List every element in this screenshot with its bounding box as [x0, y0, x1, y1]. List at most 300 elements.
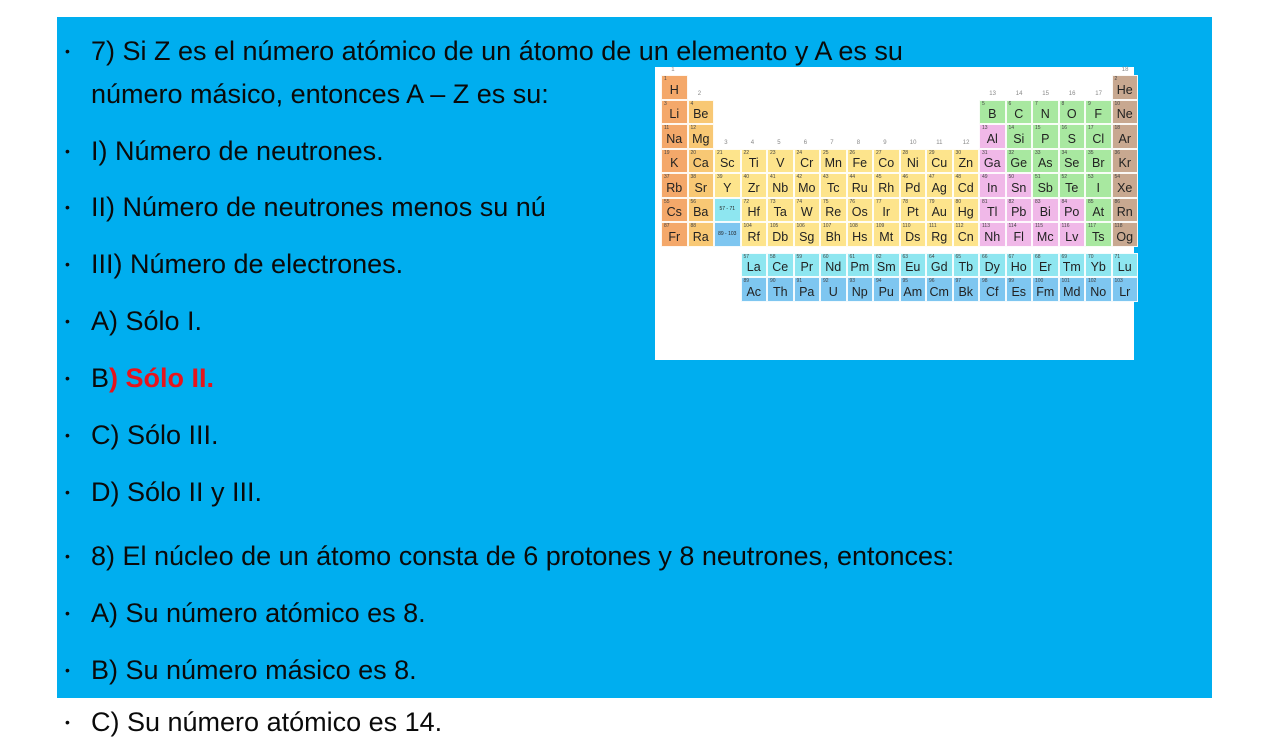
- element-symbol: Ne: [1116, 107, 1133, 121]
- element-cell: [741, 173, 768, 198]
- element-symbol: Tl: [987, 205, 998, 219]
- element-symbol: Co: [878, 156, 895, 170]
- element-symbol: U: [828, 284, 838, 299]
- element-cell: [1006, 277, 1033, 302]
- element-cell: [953, 198, 980, 223]
- atomic-number: 62: [876, 253, 882, 260]
- element-symbol: Rf: [747, 229, 760, 244]
- element-cell: [873, 253, 900, 278]
- atomic-number: 109: [876, 223, 885, 229]
- element-cell: [820, 149, 847, 174]
- element-cell: [1032, 149, 1059, 174]
- element-cell: [661, 149, 688, 174]
- element-cell: [1112, 75, 1139, 100]
- element-symbol: N: [1040, 107, 1050, 121]
- bullet-dot: •: [65, 313, 70, 329]
- element-symbol: Ir: [882, 205, 891, 219]
- element-cell: [820, 253, 847, 278]
- bullet-dot: •: [65, 256, 70, 272]
- element-symbol: Mg: [692, 131, 710, 146]
- atomic-number: 78: [902, 198, 909, 205]
- atomic-number: 5: [982, 100, 985, 107]
- element-cell: [820, 222, 847, 247]
- element-cell: [741, 198, 768, 223]
- atomic-number: 10: [1114, 100, 1121, 107]
- element-symbol: Ts: [1092, 229, 1105, 244]
- element-cell: [1112, 149, 1139, 174]
- element-symbol: Eu: [905, 260, 921, 274]
- element-symbol: Bh: [825, 229, 841, 244]
- atomic-number: 77: [876, 198, 882, 205]
- element-symbol: In: [987, 180, 998, 195]
- element-cell: [979, 124, 1006, 149]
- atomic-number: 11: [664, 125, 670, 131]
- correct-answer-highlight: ) Sólo II.: [109, 363, 215, 393]
- element-symbol: Cf: [986, 284, 999, 299]
- element-symbol: Rh: [878, 180, 895, 195]
- element-symbol: Al: [986, 131, 998, 146]
- element-symbol: Re: [825, 205, 842, 219]
- element-cell: [1112, 198, 1139, 223]
- bullet-dot: •: [65, 199, 70, 215]
- element-cell: [926, 198, 953, 223]
- atomic-number: 24: [796, 149, 803, 156]
- element-cell: [900, 222, 927, 247]
- element-cell: [953, 173, 980, 198]
- atomic-number: 93: [849, 278, 856, 284]
- atomic-number: 74: [796, 198, 803, 205]
- atomic-number: 88: [690, 223, 697, 229]
- element-cell: [1085, 173, 1112, 198]
- element-symbol: Ba: [693, 205, 709, 219]
- element-cell: [979, 149, 1006, 174]
- element-cell: [1059, 173, 1086, 198]
- group-label: 6: [803, 139, 808, 146]
- atomic-number: 20: [690, 149, 697, 156]
- element-cell: [1006, 149, 1033, 174]
- atomic-number: 16: [1061, 125, 1068, 131]
- atomic-number: 104: [743, 223, 752, 229]
- atomic-number: 45: [876, 174, 882, 180]
- element-cell: [926, 149, 953, 174]
- element-symbol: Nb: [772, 180, 789, 195]
- atomic-number: 42: [796, 174, 803, 180]
- element-symbol: Og: [1116, 229, 1134, 244]
- bullet-text: II) Número de neutrones menos su nú: [91, 192, 546, 222]
- element-symbol: S: [1067, 131, 1076, 146]
- element-cell: [820, 277, 847, 302]
- element-symbol: Cn: [957, 229, 974, 244]
- atomic-number: 2: [1114, 76, 1118, 82]
- atomic-number: 53: [1088, 174, 1094, 180]
- element-symbol: H: [669, 82, 679, 97]
- element-cell: [1059, 253, 1086, 278]
- element-cell: [1059, 198, 1086, 223]
- element-cell: [1085, 124, 1112, 149]
- atomic-number: 73: [770, 198, 776, 205]
- element-cell: [1085, 100, 1112, 125]
- atomic-number: 57: [743, 253, 750, 260]
- element-symbol: Hs: [852, 229, 868, 244]
- element-symbol: I: [1096, 180, 1100, 195]
- atomic-number: 96: [929, 278, 935, 284]
- group-label: 8: [856, 139, 861, 146]
- atomic-number: 118: [1114, 223, 1123, 229]
- element-symbol: Pm: [850, 260, 870, 274]
- atomic-number: 54: [1114, 174, 1121, 180]
- atomic-number: 21: [717, 149, 723, 156]
- group-label: 16: [1068, 90, 1076, 97]
- element-symbol: Fe: [852, 156, 868, 170]
- element-symbol: Hg: [957, 205, 974, 219]
- bullet-dot: •: [65, 605, 70, 621]
- atomic-number: 9: [1088, 100, 1091, 107]
- atomic-number: 111: [929, 223, 937, 229]
- element-cell: [1032, 124, 1059, 149]
- element-cell: [1032, 253, 1059, 278]
- bullet-text: C) Sólo III.: [91, 420, 219, 450]
- element-cell: [1059, 100, 1086, 125]
- element-symbol: Np: [851, 284, 868, 299]
- element-symbol: Mo: [798, 180, 816, 195]
- element-cell: [900, 253, 927, 278]
- bullet-text: 7) Si Z es el número atómico de un átomo de un elemento y A es su: [91, 36, 903, 66]
- element-cell: [1085, 149, 1112, 174]
- element-cell: [847, 198, 874, 223]
- element-symbol: Pa: [799, 284, 815, 299]
- bullet-dot: •: [65, 662, 70, 678]
- element-symbol: Kr: [1118, 156, 1131, 170]
- atomic-number: 101: [1061, 278, 1070, 284]
- atomic-number: 12: [690, 125, 697, 131]
- element-symbol: Tb: [958, 260, 974, 274]
- atomic-number: 86: [1114, 198, 1121, 205]
- atomic-number: 108: [849, 223, 858, 229]
- element-symbol: Db: [772, 229, 789, 244]
- bullet-text: A) Su número atómico es 8.: [91, 598, 426, 628]
- element-symbol: O: [1066, 107, 1077, 121]
- element-cell: [661, 124, 688, 149]
- element-cell: [1112, 124, 1139, 149]
- group-label: 9: [883, 139, 887, 146]
- atomic-number: 92: [823, 278, 829, 284]
- element-symbol: Cr: [800, 156, 814, 170]
- element-cell: [953, 222, 980, 247]
- atomic-number: 61: [849, 253, 856, 260]
- element-symbol: Lr: [1119, 284, 1131, 299]
- bullet-text: B) Su número másico es 8.: [91, 655, 417, 685]
- element-cell: [1032, 173, 1059, 198]
- atomic-number: 64: [929, 253, 935, 260]
- atomic-number: 7: [1035, 100, 1038, 107]
- element-cell: [1006, 124, 1033, 149]
- element-symbol: Es: [1011, 284, 1027, 299]
- atomic-number: 52: [1061, 174, 1068, 180]
- element-symbol: Er: [1039, 260, 1052, 274]
- element-cell: [714, 173, 741, 198]
- element-cell: [979, 222, 1006, 247]
- element-symbol: Ca: [692, 156, 709, 170]
- element-cell: [953, 253, 980, 278]
- atomic-number: 8: [1061, 100, 1065, 107]
- element-symbol: Gd: [930, 260, 948, 274]
- element-cell: [1006, 100, 1033, 125]
- element-cell: [794, 173, 821, 198]
- bullet-text: D) Sólo II y III.: [91, 477, 263, 507]
- element-cell: [1112, 277, 1139, 302]
- atomic-number: 76: [849, 198, 856, 205]
- element-cell: [900, 198, 927, 223]
- atomic-number: 63: [902, 253, 909, 260]
- atomic-number: 80: [955, 198, 962, 205]
- atomic-number: 107: [823, 223, 832, 229]
- element-symbol: Ra: [692, 229, 709, 244]
- atomic-number: 91: [796, 278, 803, 284]
- element-symbol: Pd: [905, 180, 921, 195]
- atomic-number: 116: [1061, 223, 1070, 229]
- atomic-number: 75: [823, 198, 829, 205]
- bullet-text: III) Número de electrones.: [91, 249, 404, 279]
- element-symbol: Cs: [666, 205, 682, 219]
- element-symbol: K: [670, 156, 679, 170]
- atomic-number: 94: [876, 278, 882, 284]
- atomic-number: 22: [743, 149, 750, 156]
- element-symbol: Bk: [958, 284, 974, 299]
- element-cell: [661, 198, 688, 223]
- element-symbol: Pb: [1011, 205, 1027, 219]
- element-cell: [741, 277, 768, 302]
- element-cell: [926, 277, 953, 302]
- element-cell: [714, 222, 741, 247]
- bullet-dot: •: [65, 427, 70, 443]
- element-cell: [767, 222, 794, 247]
- atomic-number: 56: [690, 198, 697, 205]
- atomic-number: 82: [1008, 198, 1015, 205]
- element-cell: [767, 253, 794, 278]
- periodic-table-image: [655, 67, 1134, 360]
- atomic-number: 69: [1061, 253, 1068, 260]
- element-cell: [926, 222, 953, 247]
- atomic-number: 33: [1035, 149, 1041, 156]
- element-cell: [661, 222, 688, 247]
- atomic-number: 31: [982, 149, 988, 156]
- atomic-number: 43: [823, 174, 829, 180]
- element-symbol: Zn: [958, 156, 974, 170]
- atomic-number: 70: [1088, 253, 1094, 260]
- atomic-number: 26: [849, 149, 856, 156]
- atomic-number: 13: [982, 125, 988, 131]
- element-cell: [1085, 222, 1112, 247]
- atomic-number: 55: [664, 198, 670, 205]
- atomic-number: 15: [1035, 125, 1041, 131]
- atomic-number: 40: [743, 174, 750, 180]
- element-symbol: B: [988, 107, 997, 121]
- element-cell: [1032, 277, 1059, 302]
- element-symbol: Li: [669, 107, 680, 121]
- element-symbol: Pr: [800, 260, 813, 274]
- element-symbol: Dy: [984, 260, 1000, 274]
- atomic-number: 44: [849, 174, 856, 180]
- atomic-number: 59: [796, 253, 803, 260]
- bullet-dot: •: [65, 484, 70, 500]
- atomic-number: 17: [1088, 125, 1094, 131]
- element-symbol: Lv: [1065, 229, 1079, 244]
- element-symbol: Na: [666, 131, 683, 146]
- element-symbol: Ru: [851, 180, 868, 195]
- element-symbol: Sr: [694, 180, 707, 195]
- atomic-number: 95: [902, 278, 909, 284]
- element-symbol: No: [1090, 284, 1107, 299]
- atomic-number: 99: [1008, 278, 1015, 284]
- element-symbol: Mc: [1036, 229, 1054, 244]
- atomic-number: 34: [1061, 149, 1068, 156]
- atomic-number: 50: [1008, 174, 1015, 180]
- element-symbol: Tc: [827, 180, 840, 195]
- atomic-number: 32: [1008, 149, 1015, 156]
- atomic-number: 97: [955, 278, 962, 284]
- atomic-number: 6: [1008, 100, 1012, 107]
- element-symbol: Th: [772, 284, 788, 299]
- element-symbol: Se: [1064, 156, 1080, 170]
- atomic-number: 102: [1088, 278, 1097, 284]
- element-symbol: Os: [851, 205, 868, 219]
- element-cell: [1006, 222, 1033, 247]
- atomic-number: 83: [1035, 198, 1041, 205]
- atomic-number: 85: [1088, 198, 1094, 205]
- atomic-number: 79: [929, 198, 935, 205]
- atomic-number: 68: [1035, 253, 1041, 260]
- atomic-number: 36: [1114, 149, 1121, 156]
- element-cell: [1032, 198, 1059, 223]
- atomic-number: 84: [1061, 198, 1068, 205]
- element-symbol: Ti: [748, 156, 759, 170]
- element-cell: [900, 277, 927, 302]
- element-cell: [1112, 100, 1139, 125]
- element-symbol: Sm: [876, 260, 896, 274]
- element-symbol: La: [746, 260, 761, 274]
- atomic-number: 49: [982, 174, 988, 180]
- element-cell: [741, 222, 768, 247]
- bullet-dot: •: [65, 143, 70, 159]
- element-cell: [1006, 173, 1033, 198]
- element-cell: [1085, 277, 1112, 302]
- bullet-dot: •: [65, 548, 70, 564]
- atomic-number: 98: [982, 278, 988, 284]
- element-symbol: Au: [931, 205, 947, 219]
- atomic-number: 39: [717, 174, 723, 180]
- element-symbol: Sn: [1011, 180, 1027, 195]
- element-symbol: Fl: [1013, 229, 1024, 244]
- element-symbol: Fr: [668, 229, 681, 244]
- atomic-number: 100: [1035, 278, 1044, 284]
- atomic-number: 23: [770, 149, 776, 156]
- element-cell: [926, 173, 953, 198]
- element-cell: [873, 149, 900, 174]
- element-symbol: Lu: [1117, 260, 1132, 274]
- group-label: 18: [1121, 67, 1129, 73]
- group-label: 1: [671, 67, 675, 73]
- group-label: 17: [1095, 90, 1102, 97]
- element-cell: [688, 124, 715, 149]
- atomic-number: 117: [1088, 223, 1096, 229]
- bullet-text: A) Sólo I.: [91, 306, 203, 336]
- element-cell: [794, 253, 821, 278]
- bullet-text: 8) El núcleo de un átomo consta de 6 protones y 8 neutrones, entonces:: [91, 541, 955, 571]
- atomic-number: 18: [1114, 125, 1121, 131]
- atomic-number: 30: [955, 149, 962, 156]
- atomic-number: 115: [1035, 223, 1043, 229]
- element-symbol: Si: [1013, 131, 1025, 146]
- element-symbol: Zr: [747, 180, 760, 195]
- atomic-number: 103: [1114, 278, 1123, 284]
- element-cell: [1112, 173, 1139, 198]
- element-cell: [1059, 277, 1086, 302]
- element-cell: [767, 173, 794, 198]
- element-symbol: Ga: [983, 156, 1001, 170]
- group-label: 11: [936, 139, 943, 146]
- element-cell: [714, 198, 741, 223]
- element-symbol: Ce: [772, 260, 789, 274]
- element-symbol: Cm: [929, 284, 949, 299]
- element-symbol: V: [776, 156, 785, 170]
- element-cell: [1059, 124, 1086, 149]
- element-cell: [979, 253, 1006, 278]
- atomic-number: 72: [743, 198, 750, 205]
- element-cell: [873, 222, 900, 247]
- element-cell: [688, 222, 715, 247]
- element-cell: [1006, 198, 1033, 223]
- element-cell: [847, 173, 874, 198]
- element-symbol: Ac: [746, 284, 762, 299]
- element-cell: [767, 277, 794, 302]
- bullet-dot: •: [65, 714, 70, 730]
- element-cell: [1059, 222, 1086, 247]
- atomic-number: 48: [955, 174, 962, 180]
- element-symbol: Sc: [719, 156, 735, 170]
- element-symbol: Rg: [931, 229, 948, 244]
- element-cell: [847, 277, 874, 302]
- atomic-number: 27: [876, 149, 882, 156]
- bullet-dot: •: [65, 370, 70, 386]
- atomic-number: 1: [664, 76, 667, 82]
- element-cell: [661, 100, 688, 125]
- atomic-number: 41: [770, 174, 776, 180]
- atomic-number: 38: [690, 174, 697, 180]
- element-symbol: Ag: [931, 180, 947, 195]
- element-symbol: At: [1092, 205, 1105, 219]
- group-label: 15: [1042, 90, 1049, 97]
- group-label: 5: [777, 139, 781, 146]
- element-symbol: P: [1041, 131, 1050, 146]
- element-symbol: Pu: [878, 284, 894, 299]
- atomic-number: 19: [664, 149, 670, 156]
- group-label: 2: [697, 90, 702, 97]
- atomic-number: 65: [955, 253, 962, 260]
- element-cell: [820, 198, 847, 223]
- bullet-text: C) Su número atómico es 14.: [91, 707, 443, 737]
- atomic-number: 90: [770, 278, 776, 284]
- element-cell: [873, 198, 900, 223]
- element-symbol: Rb: [666, 180, 683, 195]
- element-cell: [926, 253, 953, 278]
- element-symbol: Fm: [1036, 284, 1055, 299]
- element-symbol: Ge: [1010, 156, 1028, 170]
- bullet-dot: •: [65, 43, 70, 59]
- element-cell: [979, 100, 1006, 125]
- element-cell: [873, 277, 900, 302]
- element-cell: [1032, 222, 1059, 247]
- element-cell: [1059, 149, 1086, 174]
